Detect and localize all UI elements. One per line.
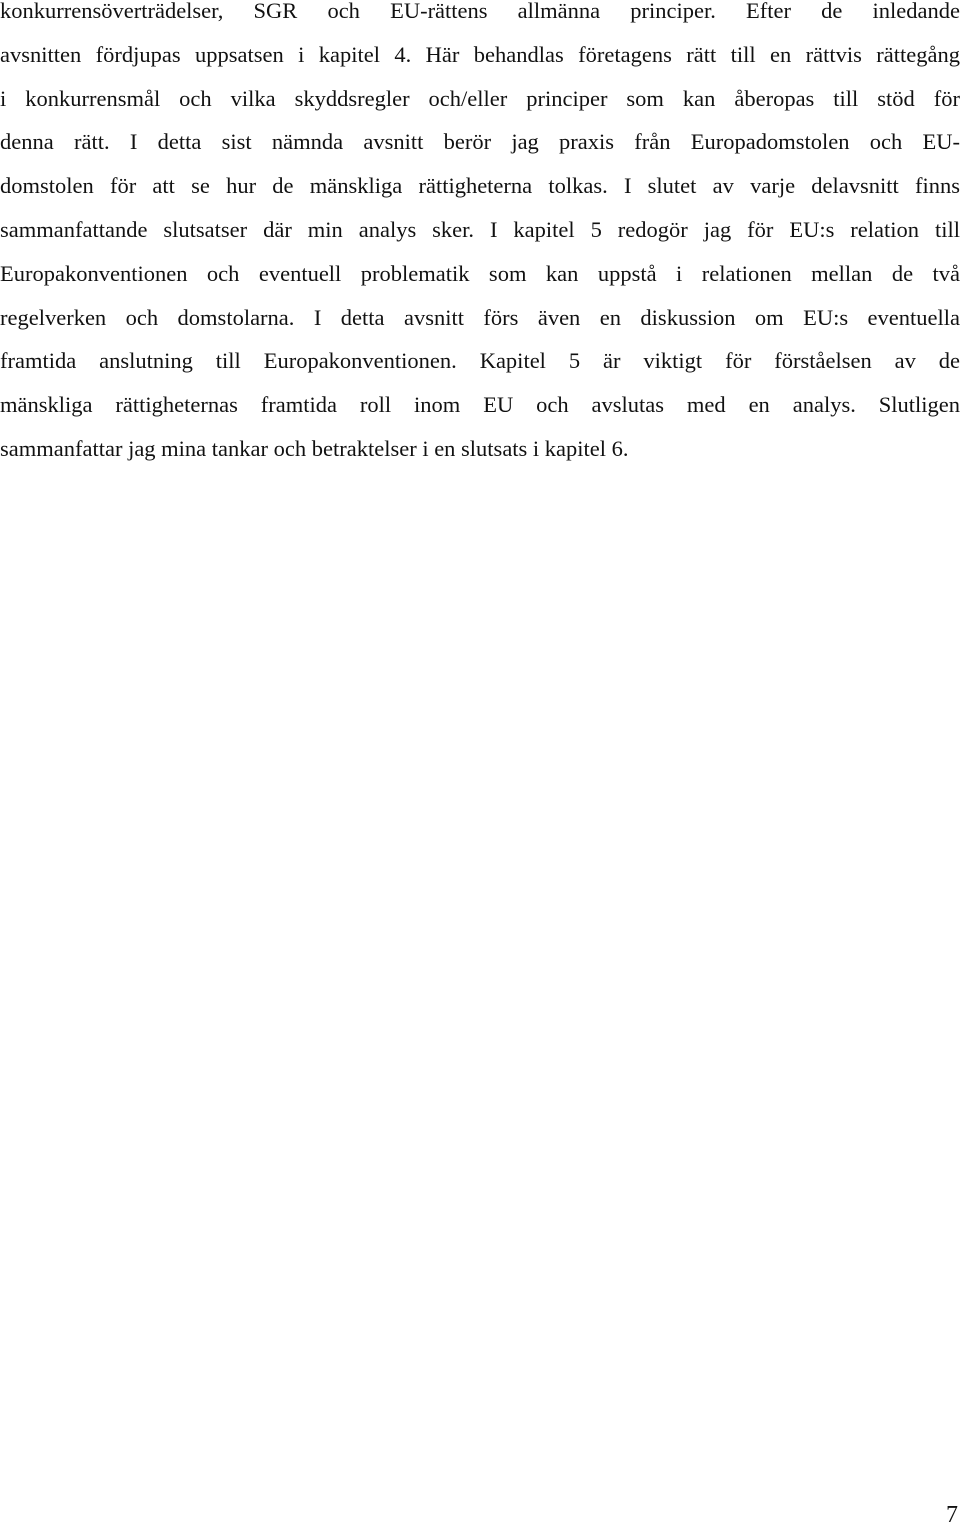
body-paragraph xyxy=(0,0,960,471)
text-line: avsnitten fördjupas uppsatsen i kapitel 4. Här behandlas företagens rätt till en rättvis rättegång xyxy=(0,41,960,67)
text-line: i konkurrensmål och vilka skyddsregler och/eller principer som kan åberopas till stöd för xyxy=(0,85,960,111)
text-line: domstolen för att se hur de mänskliga rättigheterna tolkas. I slutet av varje delavsnitt finns xyxy=(0,173,960,199)
text-line: framtida anslutning till Europakonventionen. Kapitel 5 är viktigt för förståelsen av de xyxy=(0,348,960,374)
text-line: mänskliga rättigheternas framtida roll inom EU och avslutas med en analys. Slutligen xyxy=(0,392,960,418)
text-line: regelverken och domstolarna. I detta avsnitt förs även en diskussion om EU:s eventuella xyxy=(0,304,960,330)
text-line: sammanfattar jag mina tankar och betraktelser i en slutsats i kapitel 6. xyxy=(0,435,629,461)
text-line: konkurrensöverträdelser, SGR och EU-rättens allmänna principer. Efter de inledande xyxy=(0,0,960,23)
text-line: sammanfattande slutsatser där min analys sker. I kapitel 5 redogör jag för EU:s relation till xyxy=(0,216,960,242)
page-number: 7 xyxy=(946,1502,958,1528)
text-line: Europakonventionen och eventuell problematik som kan uppstå i relationen mellan de två xyxy=(0,260,960,286)
text-line: denna rätt. I detta sist nämnda avsnitt berör jag praxis från Europadomstolen och EU- xyxy=(0,129,960,155)
